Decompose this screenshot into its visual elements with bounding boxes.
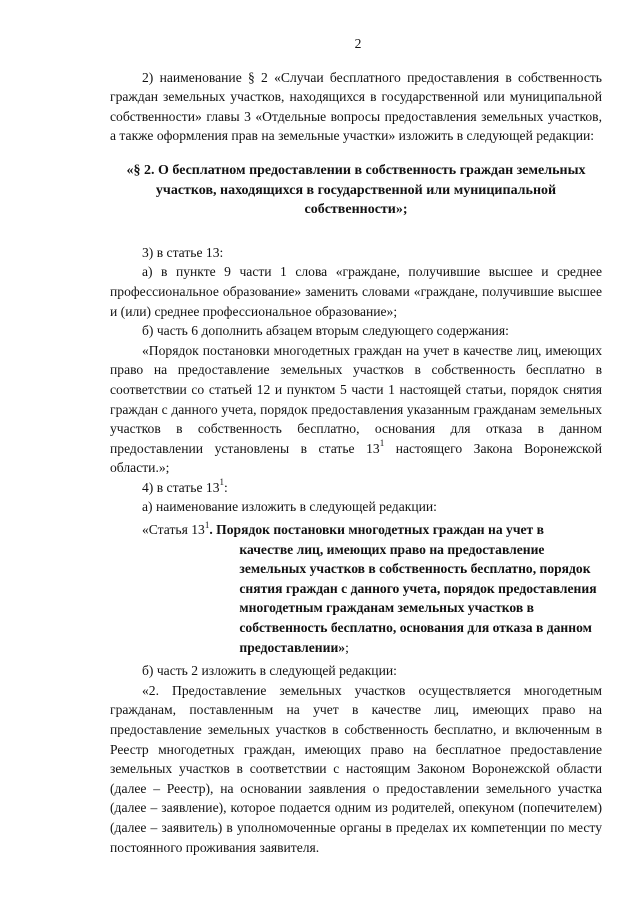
section-title: «§ 2. О бесплатном предоставлении в собственность граждан земельных участков, находящихся в государственной или муниципальной собственности»; (126, 162, 586, 218)
quote-text-2: настоящего Закона Воронежской области.»; (110, 440, 603, 476)
paragraph-item-3b: б) часть 6 дополнить абзацем вторым следующего содержания: (142, 323, 509, 339)
article-title-tail: ; (345, 639, 349, 655)
item4-prefix: 4) в статье 13 (142, 479, 220, 495)
item4-suffix: : (224, 479, 228, 495)
article-prefix (142, 520, 209, 657)
article-superscript: 1 (204, 519, 210, 530)
item4-superscript: 1 (219, 477, 225, 488)
article-title-first-line: . Порядок постановки многодетных граждан на учет в (209, 522, 544, 538)
paragraph-item-4 (110, 478, 602, 498)
paragraph-item-3a: а) в пункте 9 части 1 слова «граждане, получившие высшее и среднее профессиональное образование» заменить словами «граждане, получившие высшее и (или) среднее профессиональное образование»; (110, 264, 602, 319)
paragraph-item-4b: б) часть 2 изложить в следующей редакции: (142, 663, 397, 679)
page-number: 2 (354, 36, 362, 51)
article-heading (110, 520, 602, 657)
quoted-paragraph (110, 341, 602, 478)
paragraph-item-2: 2) наименование § 2 «Случаи бесплатного предоставления в собственность граждан земельных участков, находящихся в государственной или муниципальной собственности» главы 3 «Отдельные вопросы предоставления земельных участков, а также оформления прав на земельные участки» изложить в следующей редакции: (110, 69, 602, 144)
article-prefix-text: «Статья 13 (142, 522, 205, 538)
article-title-rest-text: качестве лиц, имеющих право на предоставление земельных участков в собственность бесплатно, порядок снятия граждан с данного учета, порядок предоставления многодетным гражданам земельных участков в собственность бесплатно, основания для отказа в данном предоставлении» (239, 541, 597, 655)
quote-superscript: 1 (379, 438, 385, 449)
article-title (209, 520, 602, 657)
article-title-continuation (209, 540, 602, 658)
paragraph-item-4a: а) наименование изложить в следующей редакции: (142, 499, 437, 515)
final-paragraph: «2. Предоставление земельных участков осуществляется многодетным гражданам, поставленным на учет в качестве лиц, имеющих право на предоставление земельных участков в собственность бесплатно, и включенным в Реестр многодетных граждан, имеющих право на бесплатное предоставление земельных участков в соответствии с настоящим Законом Воронежской области (далее – Реестр), на основании заявления о предоставлении земельного участка (далее – заявление), которое подается одним из родителей, опекуном (попечителем) (далее – заявитель) в уполномоченные органы в пределах их компетенции по месту постоянного проживания заявителя. (110, 682, 602, 855)
quote-text-1: «Порядок постановки многодетных граждан на учет в качестве лиц, имеющих право на предоставление земельных участков в собственность бесплатно в соответствии со статьей 12 и пунктом 5 части 1 настоящей статьи, порядок снятия граждан с данного учета, порядок предоставления указанным гражданам земельных участков в собственность бесплатно, основания для отказа в данном предоставлении установлены в статье 13 (110, 342, 602, 456)
paragraph-item-3: 3) в статье 13: (142, 244, 224, 260)
